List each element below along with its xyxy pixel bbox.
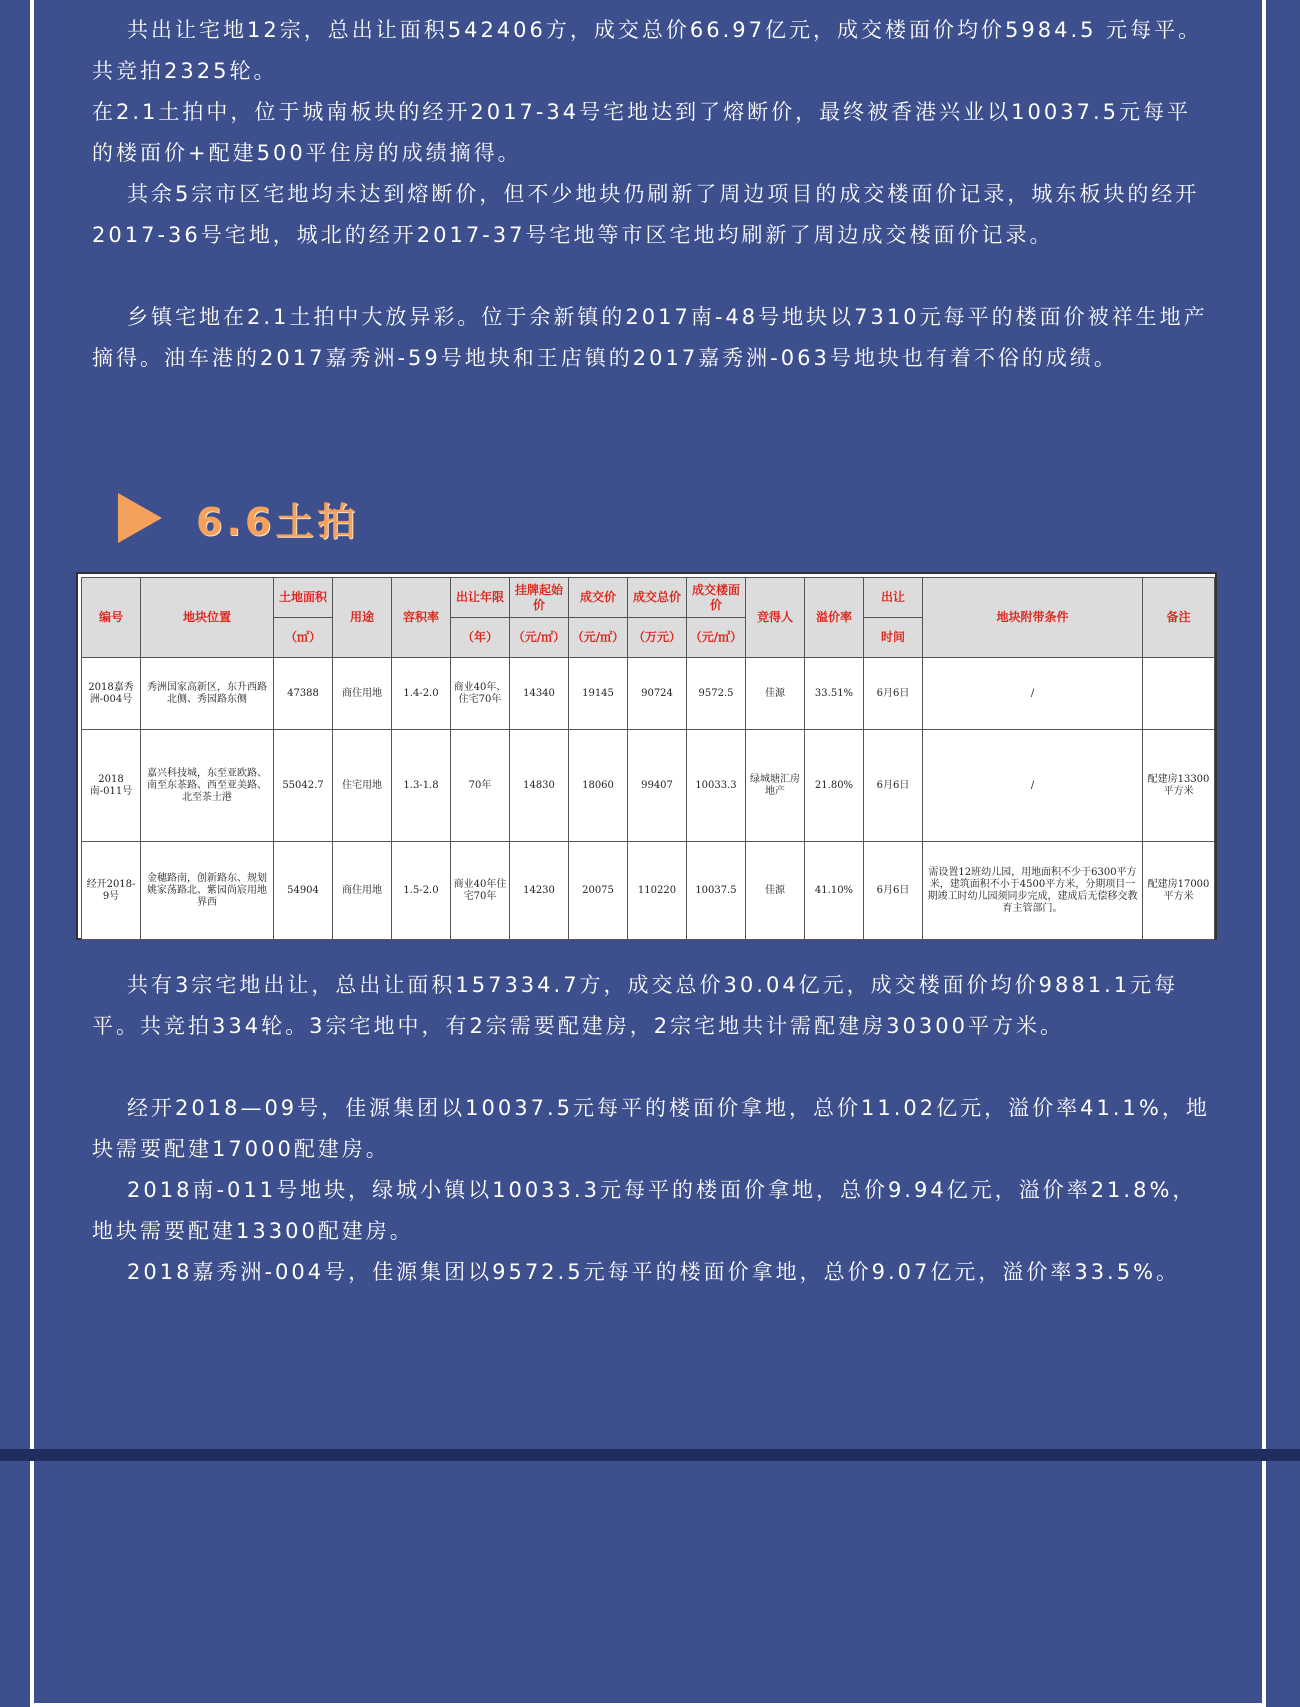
header-location: 地块位置 [141, 578, 274, 658]
header-plot-ratio: 容积率 [392, 578, 451, 658]
land-auction-table-container [76, 572, 1217, 940]
header-usage: 用途 [333, 578, 392, 658]
cell-remarks: 配建房13300平方米 [1143, 730, 1215, 842]
cell-plot-ratio: 1.5-2.0 [392, 842, 451, 940]
cell-start-price: 14830 [510, 730, 569, 842]
cell-location: 金穗路南，创新路东、规划姚家荡路北、紫园尚宸用地界西 [141, 842, 274, 940]
summary-paragraph-3: 2018南-011号地块，绿城小镇以10033.3元每平的楼面价拿地，总价9.94亿元，溢价率21.8%，地块需要配建13300配建房。 [92, 1178, 1197, 1243]
header-time-top: 出让 [864, 578, 923, 618]
table-header-row [82, 578, 1215, 618]
cell-usage: 商住用地 [333, 842, 392, 940]
cell-term: 商业40年、住宅70年 [451, 658, 510, 730]
cell-area: 47388 [274, 658, 333, 730]
table-row [82, 658, 1215, 730]
cell-floor-price: 10037.5 [687, 842, 746, 940]
cell-usage: 商住用地 [333, 658, 392, 730]
cell-deal-price: 18060 [569, 730, 628, 842]
cell-remarks: 配建房17000平方米 [1143, 842, 1215, 940]
header-start-price: 挂牌起始价 [510, 578, 569, 618]
header-term: 出让年限 [451, 578, 510, 618]
header-area-unit: （㎡） [274, 618, 333, 658]
cell-id: 经开2018-9号 [82, 842, 141, 940]
header-conditions: 地块附带条件 [923, 578, 1143, 658]
header-time-bottom: 时间 [864, 618, 923, 658]
cell-total-price: 110220 [628, 842, 687, 940]
cell-premium: 21.80% [805, 730, 864, 842]
header-start-price-unit: （元/㎡） [510, 618, 569, 658]
cell-time: 6月6日 [864, 730, 923, 842]
cell-floor-price: 10033.3 [687, 730, 746, 842]
cell-plot-ratio: 1.3-1.8 [392, 730, 451, 842]
cell-floor-price: 9572.5 [687, 658, 746, 730]
header-deal-price-unit: （元/㎡） [569, 618, 628, 658]
cell-start-price: 14230 [510, 842, 569, 940]
play-triangle-icon [118, 493, 162, 543]
cell-area: 54904 [274, 842, 333, 940]
bottom-bar [0, 1449, 1300, 1461]
section-title: 6.6土拍 [196, 499, 360, 544]
header-remarks: 备注 [1143, 578, 1215, 658]
cell-id: 2018嘉秀洲-004号 [82, 658, 141, 730]
cell-conditions: 需设置12班幼儿园，用地面积不少于6300平方米，建筑面积不小于4500平方米，分期项目一期竣工时幼儿园须同步完成，建成后无偿移交教育主管部门。 [923, 842, 1143, 940]
table-row [82, 730, 1215, 842]
intro-paragraph-4: 乡镇宅地在2.1土拍中大放异彩。位于余新镇的2017南-48号地块以7310元每平的楼面价被祥生地产摘得。油车港的2017嘉秀洲-59号地块和王店镇的2017嘉秀洲-063号地块也有着不俗的成绩。 [92, 305, 1208, 370]
cell-deal-price: 19145 [569, 658, 628, 730]
summary-paragraph-2: 经开2018—09号，佳源集团以10037.5元每平的楼面价拿地，总价11.02亿元，溢价率41.1%，地块需要配建17000配建房。 [92, 1096, 1210, 1161]
summary-paragraph-1: 共有3宗宅地出让，总出让面积157334.7方，成交总价30.04亿元，成交楼面价均价9881.1元每平。共竞拍334轮。3宗宅地中，有2宗需要配建房，2宗宅地共计需配建房30300平方米。 [92, 973, 1179, 1038]
cell-winner: 佳源 [746, 658, 805, 730]
header-term-unit: （年） [451, 618, 510, 658]
intro-paragraph-1: 共出让宅地12宗，总出让面积542406方，成交总价66.97亿元，成交楼面价均价5984.5 元每平。共竞拍2325轮。 [92, 18, 1203, 83]
intro-paragraph-3: 其余5宗市区宅地均未达到熔断价，但不少地块仍刷新了周边项目的成交楼面价记录，城东板块的经开2017-36号宅地，城北的经开2017-37号宅地等市区宅地均刷新了周边成交楼面价记录。 [92, 182, 1200, 247]
summary-paragraph-4: 2018嘉秀洲-004号，佳源集团以9572.5元每平的楼面价拿地，总价9.07亿元，溢价率33.5%。 [127, 1260, 1181, 1284]
cell-winner: 绿城塘汇房地产 [746, 730, 805, 842]
header-winner: 竞得人 [746, 578, 805, 658]
cell-id: 2018南-011号 [82, 730, 141, 842]
header-floor-price: 成交楼面价 [687, 578, 746, 618]
table-row [82, 842, 1215, 940]
cell-conditions: / [923, 730, 1143, 842]
cell-conditions: / [923, 658, 1143, 730]
cell-deal-price: 20075 [569, 842, 628, 940]
header-area: 土地面积 [274, 578, 333, 618]
cell-usage: 住宅用地 [333, 730, 392, 842]
cell-plot-ratio: 1.4-2.0 [392, 658, 451, 730]
cell-remarks [1143, 658, 1215, 730]
intro-paragraph-2: 在2.1土拍中，位于城南板块的经开2017-34号宅地达到了熔断价，最终被香港兴业以10037.5元每平的楼面价+配建500平住房的成绩摘得。 [92, 100, 1191, 165]
header-total-price: 成交总价 [628, 578, 687, 618]
cell-time: 6月6日 [864, 842, 923, 940]
cell-total-price: 90724 [628, 658, 687, 730]
cell-term: 70年 [451, 730, 510, 842]
land-auction-table [81, 577, 1215, 940]
cell-location: 嘉兴科技城，东至亚欧路、南至东茶路、西至亚美路、北至茶土港 [141, 730, 274, 842]
header-id: 编号 [82, 578, 141, 658]
cell-start-price: 14340 [510, 658, 569, 730]
header-floor-price-unit: （元/㎡） [687, 618, 746, 658]
header-deal-price: 成交价 [569, 578, 628, 618]
cell-time: 6月6日 [864, 658, 923, 730]
cell-premium: 33.51% [805, 658, 864, 730]
cell-area: 55042.7 [274, 730, 333, 842]
cell-winner: 佳源 [746, 842, 805, 940]
header-premium: 溢价率 [805, 578, 864, 658]
header-total-price-unit: （万元） [628, 618, 687, 658]
cell-total-price: 99407 [628, 730, 687, 842]
section-heading [118, 492, 359, 544]
cell-term: 商业40年住宅70年 [451, 842, 510, 940]
cell-premium: 41.10% [805, 842, 864, 940]
cell-location: 秀洲国家高新区，东升西路北侧、秀园路东侧 [141, 658, 274, 730]
